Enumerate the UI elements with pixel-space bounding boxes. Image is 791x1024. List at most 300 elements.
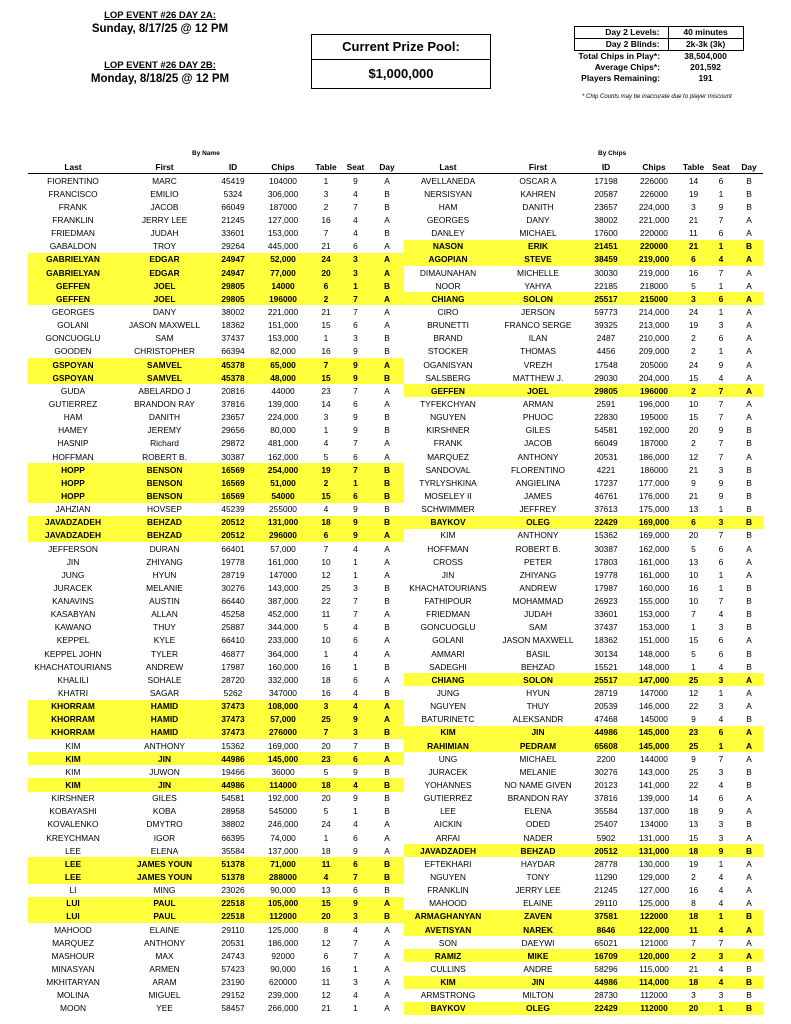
player-row	[404, 739, 763, 752]
player-row	[28, 660, 404, 673]
player-row	[28, 792, 404, 805]
chips-cell: 176,000	[638, 490, 670, 501]
column-header-last: Last	[28, 160, 118, 174]
first-name-cell: MOHAMMAD	[512, 596, 564, 607]
first-name-cell: HAMID	[118, 713, 211, 726]
seat-number-cell: 4	[353, 622, 358, 633]
table-number-cell: 21	[688, 964, 699, 974]
last-name-cell: JIN	[66, 556, 80, 567]
seat-number-cell: 1	[718, 582, 724, 593]
first-name-cell: AUSTIN	[149, 596, 180, 607]
stat-value: 38,504,000	[684, 51, 727, 61]
first-name-cell: YEE	[156, 1003, 173, 1014]
last-name-cell: LI	[69, 885, 77, 896]
table-number-cell: 12	[688, 451, 699, 462]
chips-cell: 90,000	[270, 964, 296, 974]
player-id-cell: 24947	[211, 253, 255, 266]
chips-cell: 105,000	[255, 897, 311, 910]
player-id-cell: 29805	[211, 292, 255, 305]
table-number-cell: 10	[688, 398, 699, 409]
seat-number-cell: 4	[718, 714, 724, 725]
player-id-cell: 66394	[221, 346, 245, 357]
first-name-cell: SAMVEL	[118, 371, 211, 384]
day-cell: A	[746, 556, 752, 567]
last-name-cell: ARMSTRONG	[420, 990, 476, 1001]
chips-cell: 147000	[269, 569, 297, 580]
player-row	[28, 542, 404, 555]
day-cell: B	[384, 228, 390, 239]
player-row	[28, 844, 404, 857]
chips-cell: 210,000	[638, 333, 670, 344]
player-id-cell: 37473	[211, 726, 255, 739]
tournament-stats	[574, 26, 744, 84]
chips-cell: 226000	[640, 175, 668, 186]
seat-number-cell: 7	[718, 267, 724, 278]
table-number-cell: 12	[321, 569, 331, 580]
chips-cell: 219,000	[628, 253, 680, 266]
day-cell: B	[384, 596, 390, 607]
day-cell: A	[384, 451, 390, 462]
chips-cell: 481,000	[267, 438, 299, 449]
chips-cell: 143,000	[638, 766, 670, 777]
player-row	[28, 910, 404, 923]
day-cell: A	[746, 306, 752, 317]
last-name-cell: FRANKLIN	[52, 214, 94, 225]
seat-number-cell: 3	[718, 819, 724, 830]
chips-cell: 364,000	[267, 648, 299, 659]
player-row	[28, 818, 404, 831]
seat-number-cell: 9	[707, 844, 735, 857]
table-number-cell: 11	[689, 228, 698, 239]
last-name-cell: LEE	[28, 857, 118, 870]
table-number-cell: 21	[688, 490, 699, 501]
chips-cell: 48,000	[255, 371, 311, 384]
table-number-cell: 23	[321, 385, 331, 396]
player-id-cell: 19778	[221, 556, 245, 567]
first-name-cell: ANDREW	[519, 582, 557, 593]
player-row	[28, 213, 404, 226]
player-id-cell: 29110	[221, 924, 245, 935]
chips-cell: 153,000	[638, 622, 670, 633]
chips-cell: 192,000	[638, 425, 670, 436]
day-cell: B	[384, 333, 390, 344]
day-cell: B	[370, 910, 404, 923]
last-name-cell: KHACHATOURIANS	[409, 582, 487, 593]
player-id-cell: 66049	[221, 201, 245, 212]
seat-number-cell: 6	[718, 793, 724, 804]
day-cell: A	[384, 950, 390, 961]
chips-cell: 162,000	[638, 543, 670, 554]
day-cell: A	[384, 819, 390, 830]
seat-number-cell: 1	[718, 569, 724, 580]
player-row	[404, 371, 763, 384]
player-id-cell: 28730	[594, 990, 618, 1001]
chips-cell: 255000	[269, 504, 297, 515]
first-name-cell: JERRY LEE	[515, 885, 561, 896]
table-number-cell: 20	[680, 1002, 707, 1015]
column-header-first: First	[118, 160, 211, 174]
last-name-cell: GEFFEN	[404, 384, 492, 397]
player-row	[404, 910, 763, 923]
seat-number-cell: 6	[353, 320, 358, 331]
seat-number-cell: 9	[718, 359, 724, 370]
chips-cell: 169,000	[628, 516, 680, 529]
player-id-cell: 65021	[594, 937, 618, 948]
day-cell: A	[746, 753, 752, 764]
day-cell: B	[746, 714, 752, 725]
chips-cell: 155,000	[638, 596, 670, 607]
chips-cell: 220000	[640, 228, 668, 239]
first-name-cell: ELAINE	[523, 898, 553, 909]
table-number-cell: 15	[688, 832, 699, 843]
first-name-cell: ABELARDO J	[138, 385, 191, 396]
player-id-cell: 20539	[594, 701, 618, 712]
table-number-cell: 19	[688, 188, 699, 199]
player-row	[404, 332, 763, 345]
player-id-cell: 17198	[594, 175, 618, 186]
chips-cell: 160,000	[638, 582, 670, 593]
player-id-cell: 66395	[221, 832, 245, 843]
player-row	[404, 700, 763, 713]
day-cell: B	[746, 819, 752, 830]
seat-number-cell: 7	[718, 937, 724, 948]
first-name-cell: JASON MAXWELL	[128, 320, 201, 331]
player-row	[28, 411, 404, 424]
chips-cell: 54000	[255, 489, 311, 502]
day-cell: A	[384, 175, 390, 186]
player-id-cell: 15362	[594, 530, 618, 541]
seat-number-cell: 9	[718, 477, 724, 488]
chips-cell: 288000	[255, 870, 311, 883]
day-cell: A	[746, 832, 752, 843]
player-id-cell: 5324	[223, 188, 243, 199]
event-day-2b	[60, 60, 260, 85]
chips-cell: 213,000	[638, 320, 670, 331]
last-name-cell: FRIEDMAN	[51, 228, 95, 239]
player-row	[28, 476, 404, 489]
last-name-cell: HAM	[438, 201, 458, 212]
first-name-cell: THUY	[526, 701, 550, 712]
player-id-cell: 2591	[596, 398, 616, 409]
first-name-cell: STEVE	[492, 253, 584, 266]
event-day-2b-title: LOP EVENT #26 DAY 2B:	[104, 60, 216, 71]
day-cell: A	[384, 924, 390, 935]
day-cell: A	[746, 793, 752, 804]
table-number-cell: 6	[680, 253, 707, 266]
column-header-first: First	[492, 160, 584, 174]
first-name-cell: SAM	[528, 622, 548, 633]
player-row	[404, 279, 763, 292]
stat-row	[575, 51, 744, 63]
player-row	[28, 831, 404, 844]
day-cell: A	[370, 713, 404, 726]
seat-number-cell: 1	[707, 240, 735, 253]
last-name-cell: KIM	[28, 778, 118, 791]
seat-number-cell: 3	[353, 582, 358, 593]
last-name-cell: STOCKER	[427, 346, 469, 357]
day-cell: A	[735, 923, 763, 936]
chips-cell: 57,000	[270, 543, 296, 554]
last-name-cell: AMMARI	[431, 648, 465, 659]
first-name-cell: MATTHEW J.	[512, 372, 564, 383]
day-cell: B	[746, 766, 752, 777]
day-cell: B	[384, 793, 390, 804]
last-name-cell: BAYKOV	[404, 1002, 492, 1015]
first-name-cell: PAUL	[118, 897, 211, 910]
chips-cell: 162,000	[267, 451, 299, 462]
player-id-cell: 54581	[221, 793, 245, 804]
seat-number-cell: 4	[718, 964, 724, 974]
player-row	[404, 936, 763, 949]
first-name-cell: MELANIE	[146, 582, 183, 593]
chips-cell: 112000	[628, 1002, 680, 1015]
player-row	[28, 266, 404, 279]
chips-cell: 266,000	[267, 1003, 299, 1014]
table-number-cell: 5	[691, 280, 696, 291]
player-id-cell: 17987	[594, 582, 618, 593]
seat-number-cell: 1	[707, 739, 735, 752]
day-cell: B	[370, 516, 404, 529]
last-name-cell: JUNG	[61, 569, 85, 580]
player-id-cell: 22185	[594, 280, 618, 291]
last-name-cell: BRUNETTI	[427, 320, 469, 331]
first-name-cell: NAREK	[492, 923, 584, 936]
first-name-cell: BASIL	[526, 648, 550, 659]
last-name-cell: HOFFMAN	[52, 451, 94, 462]
table-number-cell: 7	[691, 937, 696, 948]
chips-cell: 387,000	[267, 596, 299, 607]
stat-label: Day 2 Levels:	[575, 27, 669, 39]
player-id-cell: 19778	[594, 569, 618, 580]
table-number-cell: 18	[680, 844, 707, 857]
player-row	[404, 555, 763, 568]
chips-cell: 122,000	[628, 923, 680, 936]
seat-number-cell: 3	[341, 910, 370, 923]
player-id-cell: 30387	[221, 451, 245, 462]
event-day-2a-title: LOP EVENT #26 DAY 2A:	[104, 10, 216, 21]
player-id-cell: 37816	[594, 793, 618, 804]
chips-cell: 306,000	[267, 188, 299, 199]
table-number-cell: 10	[688, 596, 699, 607]
player-id-cell: 29030	[594, 372, 618, 383]
column-header-last: Last	[404, 160, 492, 174]
first-name-cell: ELENA	[524, 806, 552, 817]
player-id-cell: 20512	[584, 844, 628, 857]
player-id-cell: 20512	[211, 516, 255, 529]
table-number-cell: 25	[688, 766, 699, 777]
player-id-cell: 44986	[584, 726, 628, 739]
seat-number-cell: 7	[353, 596, 358, 607]
player-id-cell: 39325	[594, 320, 618, 331]
last-name-cell: SANDOVAL	[425, 464, 471, 475]
player-id-cell: 11290	[594, 872, 618, 883]
player-row	[404, 976, 763, 989]
seat-number-cell: 3	[718, 990, 724, 1001]
seat-number-cell: 4	[707, 923, 735, 936]
seat-number-cell: 9	[353, 412, 358, 423]
table-number-cell: 11	[321, 609, 331, 620]
seat-number-cell: 4	[718, 780, 724, 791]
first-name-cell: BENSON	[118, 489, 211, 502]
seat-number-cell: 7	[353, 950, 358, 961]
player-row	[28, 305, 404, 318]
chips-cell: 80,000	[270, 425, 296, 436]
table-number-cell: 5	[323, 766, 329, 777]
table-number-cell: 7	[311, 726, 341, 739]
last-name-cell: OGANISYAN	[423, 359, 473, 370]
table-number-cell: 24	[321, 819, 331, 830]
last-name-cell: KANAVINS	[52, 596, 94, 607]
day-cell: B	[735, 240, 763, 253]
table-number-cell: 7	[311, 358, 341, 371]
table-number-cell: 20	[321, 740, 331, 751]
first-name-cell: HAMID	[118, 726, 211, 739]
first-name-cell: PHUOC	[522, 412, 554, 423]
player-id-cell: 29264	[221, 241, 245, 252]
first-name-cell: Richard	[150, 438, 179, 449]
first-name-cell: ANDREW	[145, 661, 184, 672]
day-cell: A	[384, 648, 390, 659]
day-cell: A	[746, 543, 752, 554]
player-id-cell: 66401	[221, 543, 245, 554]
seat-number-cell: 3	[718, 701, 724, 712]
player-row	[404, 529, 763, 542]
last-name-cell: KIRSHNER	[426, 425, 470, 436]
first-name-cell: JACOB	[150, 201, 179, 212]
seat-number-cell: 1	[353, 806, 358, 817]
first-name-cell: JACOB	[524, 438, 552, 449]
first-name-cell: THOMAS	[520, 346, 556, 357]
stat-label: Average Chips*:	[594, 62, 661, 72]
seat-number-cell: 9	[718, 425, 724, 436]
seat-number-cell: 1	[718, 280, 724, 291]
chips-cell: 44000	[271, 385, 295, 396]
column-header-seat: Seat	[707, 160, 735, 174]
chips-cell: 224,000	[267, 412, 299, 423]
seat-number-cell: 7	[353, 740, 358, 751]
player-row	[28, 397, 404, 410]
table-number-cell: 14	[688, 175, 699, 186]
first-name-cell: NADER	[523, 832, 553, 843]
last-name-cell: KIM	[404, 726, 492, 739]
player-row	[28, 1002, 404, 1015]
table-number-cell: 1	[323, 175, 329, 186]
seat-number-cell: 6	[341, 489, 370, 502]
last-name-cell: KHORRAM	[28, 726, 118, 739]
player-id-cell: 51378	[211, 857, 255, 870]
player-row	[28, 634, 404, 647]
chips-cell: 127,000	[638, 885, 670, 896]
player-id-cell: 23657	[594, 201, 618, 212]
last-name-cell: JUNG	[436, 688, 460, 699]
last-name-cell: UNG	[438, 753, 458, 764]
day-cell: B	[746, 188, 752, 199]
player-id-cell: 30276	[221, 582, 245, 593]
day-cell: A	[384, 845, 390, 856]
table-number-cell: 14	[321, 398, 331, 409]
first-name-cell: JOEL	[118, 279, 211, 292]
table-number-cell: 25	[680, 673, 707, 686]
player-id-cell: 26923	[594, 596, 618, 607]
last-name-cell: LEE	[65, 845, 81, 856]
player-id-cell: 45419	[221, 175, 245, 186]
chips-cell: 115,000	[639, 964, 669, 974]
seat-number-cell: 6	[718, 175, 724, 186]
column-header-chips: Chips	[628, 160, 680, 174]
last-name-cell: GABRIELYAN	[28, 266, 118, 279]
seat-number-cell: 7	[341, 463, 370, 476]
player-row	[404, 240, 763, 253]
seat-number-cell: 7	[718, 530, 724, 541]
player-id-cell: 4456	[596, 346, 616, 357]
last-name-cell: JAVADZADEH	[404, 844, 492, 857]
chips-cell: 186,000	[638, 451, 670, 462]
last-name-cell: FRIEDMAN	[426, 609, 470, 620]
player-id-cell: 30387	[594, 543, 618, 554]
player-row	[28, 371, 404, 384]
chips-cell: 153,000	[638, 609, 670, 620]
player-row	[404, 437, 763, 450]
player-id-cell: 22429	[584, 516, 628, 529]
chips-cell: 90,000	[270, 885, 296, 896]
first-name-cell: HAYDAR	[520, 858, 556, 869]
day-cell: A	[370, 358, 404, 371]
seat-number-cell: 6	[353, 635, 358, 646]
player-row	[404, 857, 763, 870]
player-row	[404, 213, 763, 226]
player-id-cell: 20531	[221, 937, 245, 948]
player-id-cell: 18362	[221, 320, 245, 331]
seat-number-cell: 7	[718, 412, 724, 423]
player-id-cell: 30276	[594, 766, 618, 777]
first-name-cell: IGOR	[153, 832, 176, 843]
player-row	[28, 752, 404, 765]
table-number-cell: 4	[323, 504, 329, 515]
column-header-id: ID	[584, 160, 628, 174]
seat-number-cell: 1	[353, 964, 358, 974]
last-name-cell: KIM	[28, 752, 118, 765]
chips-cell: 221,000	[638, 214, 670, 225]
first-name-cell: MILTON	[522, 990, 554, 1001]
player-id-cell: 28719	[221, 569, 245, 580]
first-name-cell: BEHZAD	[492, 844, 584, 857]
player-row	[404, 949, 763, 962]
seat-number-cell: 1	[341, 476, 370, 489]
last-name-cell: HOPP	[28, 463, 118, 476]
chips-cell: 65,000	[255, 358, 311, 371]
last-name-cell: SCHWIMMER	[421, 504, 475, 515]
table-number-cell: 9	[691, 753, 696, 764]
column-header-seat: Seat	[341, 160, 370, 174]
seat-number-cell: 1	[718, 306, 724, 317]
last-name-cell: KEPPEL JOHN	[44, 648, 102, 659]
last-name-cell: RAMIZ	[404, 949, 492, 962]
player-row	[404, 726, 763, 739]
table-number-cell: 2	[323, 201, 329, 212]
chips-cell: 129,000	[638, 872, 670, 883]
day-cell: B	[746, 622, 752, 633]
first-name-cell: JIN	[492, 976, 584, 989]
table-number-cell: 21	[321, 1003, 331, 1014]
table-number-cell: 24	[311, 253, 341, 266]
first-name-cell: TYLER	[151, 648, 178, 659]
player-row	[28, 332, 404, 345]
last-name-cell: CULLINS	[430, 964, 466, 974]
player-row	[404, 778, 763, 791]
player-id-cell: 21245	[221, 214, 245, 225]
first-name-cell: JIN	[492, 726, 584, 739]
event-day-2b-date: Monday, 8/18/25 @ 12 PM	[90, 73, 230, 85]
